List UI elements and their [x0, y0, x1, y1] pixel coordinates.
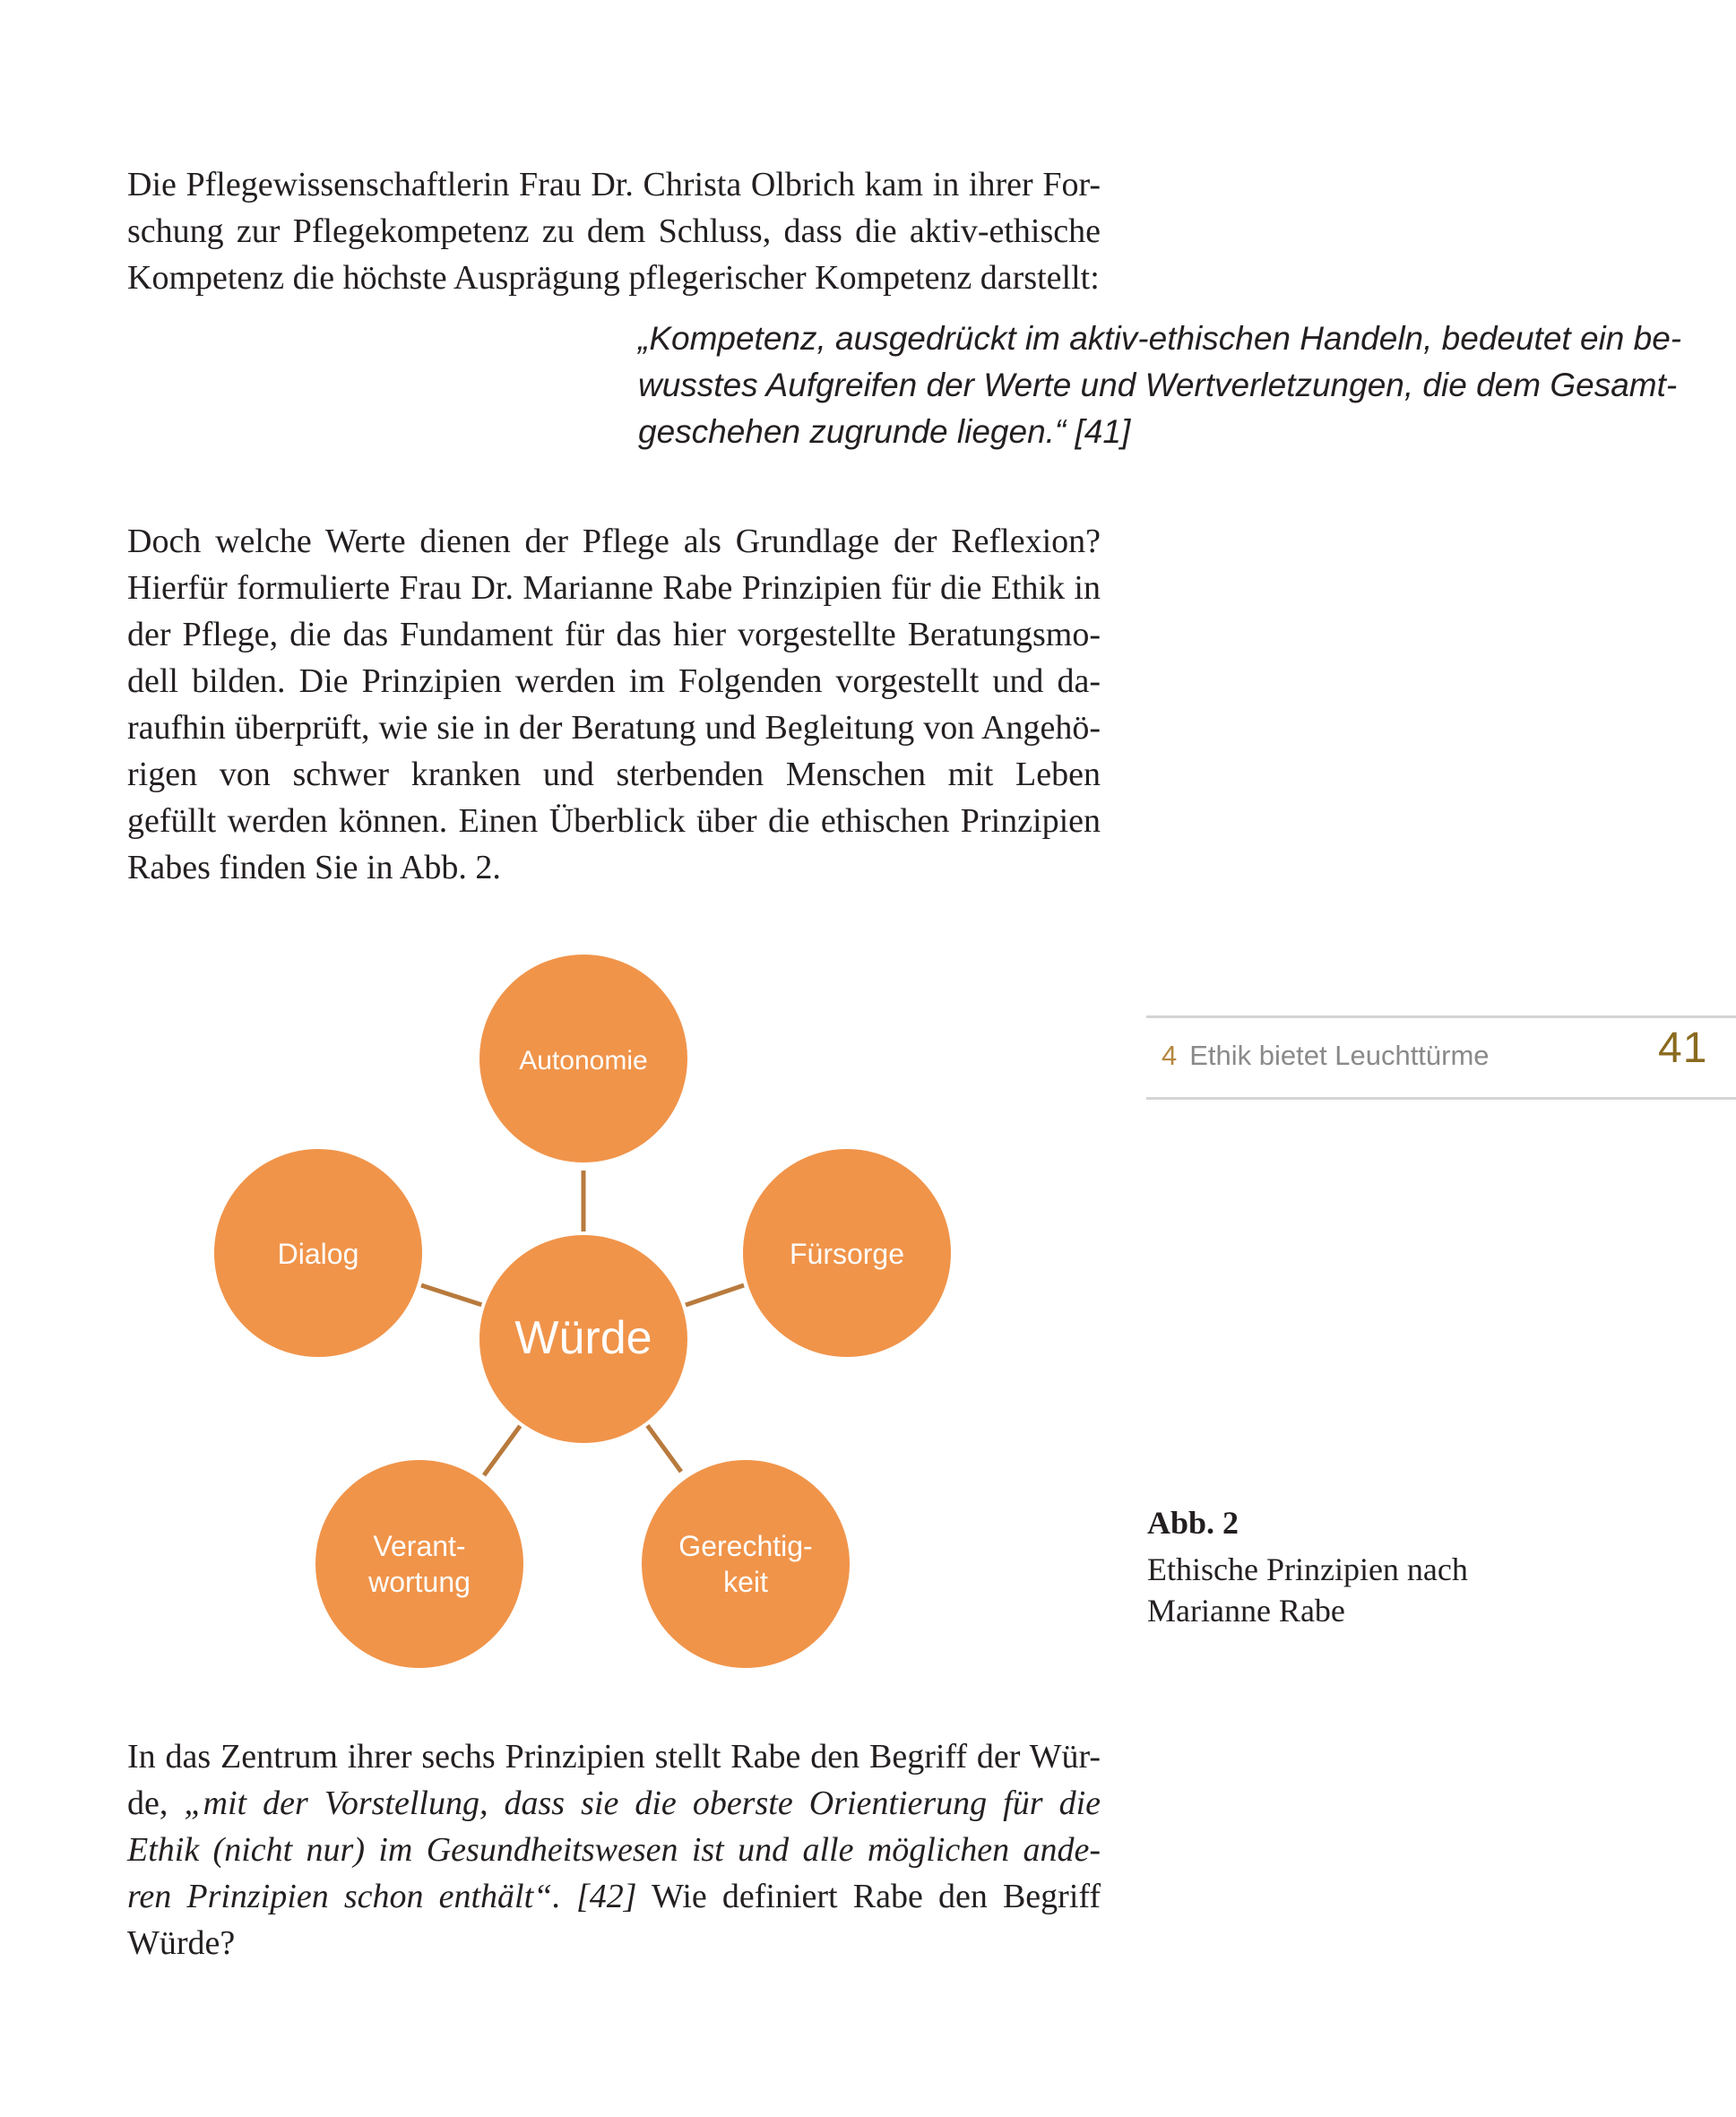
quote-line: geschehen zugrunde liegen.“ [41]: [638, 413, 1131, 450]
caption-line: Ethische Prinzipien nach: [1147, 1551, 1468, 1587]
figure-caption-title: Abb. 2: [1147, 1505, 1239, 1541]
chapter-number: 4: [1162, 1040, 1178, 1071]
text-line: Ethik (nicht nur) im Gesundheitswesen ist und alle möglichen ande-: [127, 1831, 1101, 1869]
text-line: dell bilden. Die Prinzipien werden im Folgenden vorgestellt und da-: [127, 662, 1101, 700]
label-gerechtigkeit-2: keit: [723, 1566, 768, 1598]
text-line: Kompetenz die höchste Ausprägung pflegerischer Kompetenz darstellt:: [127, 259, 1100, 297]
figure-caption-text: [1147, 1549, 1524, 1631]
running-head-rule-bottom: [1146, 1097, 1736, 1100]
text-line: Hierfür formulierte Frau Dr. Marianne Rabe Prinzipien für die Ethik in: [127, 569, 1101, 607]
connector-verantwortung: [484, 1425, 521, 1475]
connector-dialog: [421, 1285, 482, 1305]
chapter-title: Ethik bietet Leuchttürme: [1189, 1040, 1490, 1071]
text-quote-italic: „mit der Vorstellung, dass sie die oberste Orientierung für die: [184, 1784, 1101, 1822]
node-verantwortung: [314, 1458, 525, 1670]
text-line: [127, 1780, 1101, 1827]
running-head-rule-top: [1146, 1015, 1736, 1018]
text-line: Rabes finden Sie in Abb. 2.: [127, 849, 501, 886]
text-line: schung zur Pflegekompetenz zu dem Schluss, dass die aktiv-ethische: [127, 212, 1101, 250]
text-line: In das Zentrum ihrer sechs Prinzipien stellt Rabe den Begriff der Wür-: [127, 1738, 1101, 1776]
quote-line: „Kompetenz, ausgedrückt im aktiv-ethischen Handeln, bedeutet ein be-: [638, 320, 1682, 357]
label-wuerde: Würde: [514, 1312, 652, 1364]
connector-fuersorge: [686, 1285, 744, 1305]
quote-line: wusstes Aufgreifen der Werte und Wertverletzungen, die dem Gesamt-: [638, 367, 1678, 403]
text-line: gefüllt werden können. Einen Überblick über die ethischen Prinzipien: [127, 802, 1101, 840]
label-verantwortung-2: wortung: [368, 1566, 471, 1598]
running-head-chapter: [1162, 1040, 1490, 1072]
node-gerechtigkeit: [640, 1458, 851, 1670]
connector-gerechtigkeit: [647, 1425, 681, 1472]
label-autonomie: Autonomie: [519, 1046, 648, 1076]
label-gerechtigkeit-1: Gerechtig-: [678, 1530, 813, 1562]
label-fuersorge: Fürsorge: [789, 1238, 905, 1270]
text-line: Doch welche Werte dienen der Pflege als Grundlage der Reflexion?: [127, 523, 1101, 560]
page-number: 41: [1658, 1024, 1708, 1072]
paragraph-wuerde: [127, 1733, 1101, 1966]
text-line: der Pflege, die das Fundament für das hier vorgestellte Beratungsmo-: [127, 616, 1101, 653]
text-line: Die Pflegewissenschaftlerin Frau Dr. Christa Olbrich kam in ihrer For-: [127, 166, 1101, 203]
text-line: rigen von schwer kranken und sterbenden Menschen mit Leben: [127, 756, 1101, 793]
caption-line: Marianne Rabe: [1147, 1593, 1345, 1629]
label-dialog: Dialog: [277, 1238, 359, 1270]
text-normal: de,: [127, 1784, 185, 1822]
text-line: raufhin überprüft, wie sie in der Beratung und Begleitung von Angehö-: [127, 709, 1101, 747]
label-verantwortung-1: Verant-: [373, 1530, 466, 1562]
text-quote-italic: ren Prinzipien schon enthält“. [42]: [127, 1878, 637, 1915]
text-line: [127, 1873, 1101, 1920]
text-line: Würde?: [127, 1924, 236, 1962]
text-normal: Wie definiert Rabe den Begriff: [636, 1878, 1101, 1915]
